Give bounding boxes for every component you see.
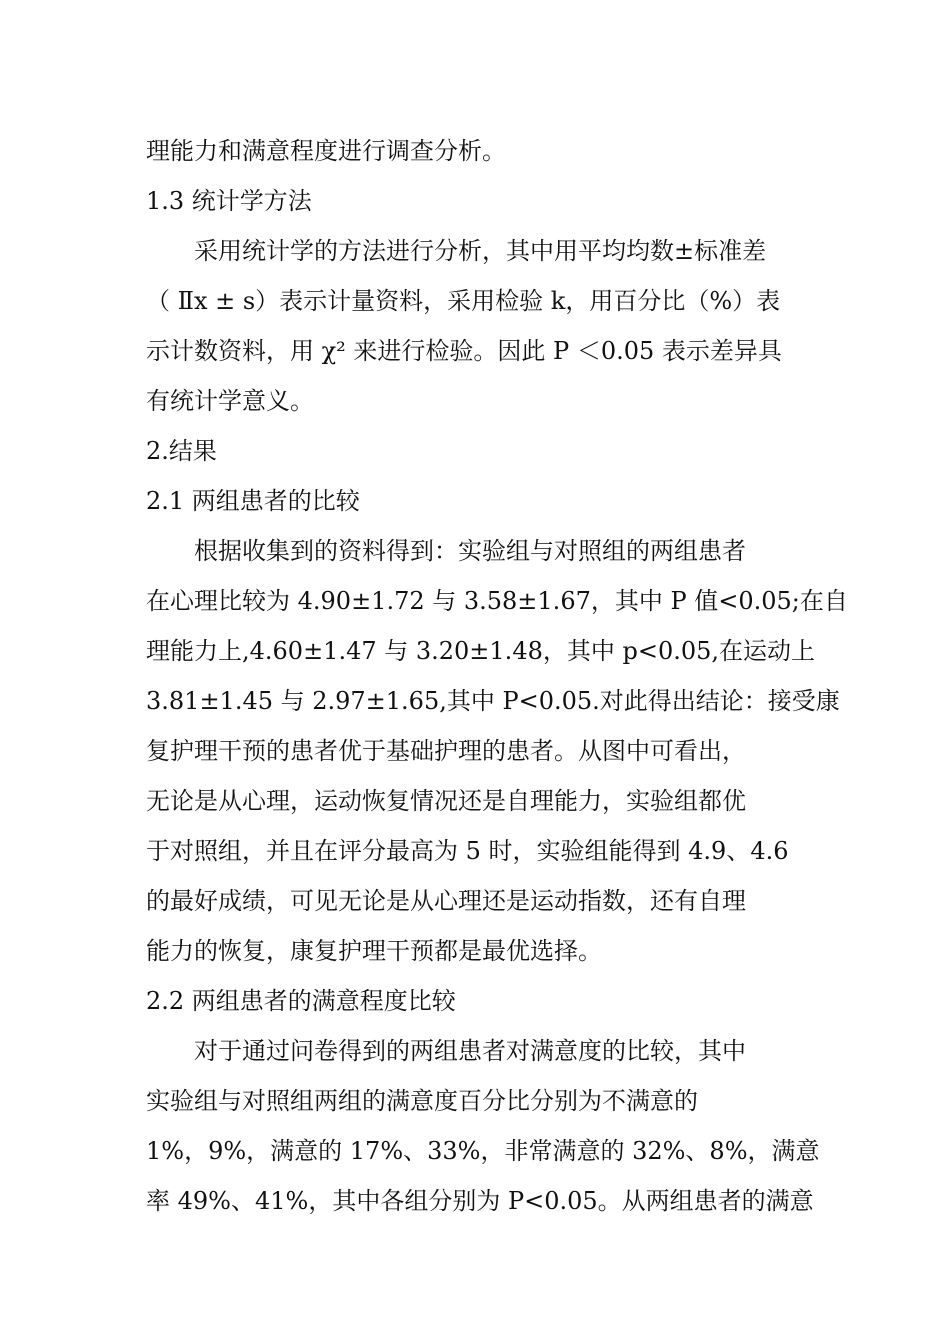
paragraph-line: 实验组与对照组两组的满意度百分比分别为不满意的 — [146, 1087, 698, 1115]
section-heading-2-1: 2.1 两组患者的比较 — [146, 487, 360, 515]
paragraph-line: 1%，9%，满意的 17%、33%，非常满意的 32%、8%，满意 — [146, 1137, 820, 1165]
paragraph-line: 复护理干预的患者优于基础护理的患者。从图中可看出， — [146, 737, 746, 765]
section-heading-2-2: 2.2 两组患者的满意程度比较 — [146, 987, 456, 1015]
paragraph-line: 率 49%、41%，其中各组分别为 P<0.05。从两组患者的满意 — [146, 1187, 814, 1215]
paragraph-line: 示计数资料，用 χ² 来进行检验。因此 P ＜0.05 表示差异具 — [146, 337, 782, 365]
paragraph-line: （ Ⅱx ± s）表示计量资料，采用检验 k，用百分比（%）表 — [146, 287, 781, 315]
paragraph-line: 在心理比较为 4.90±1.72 与 3.58±1.67，其中 P 值<0.05;在自 — [146, 587, 848, 615]
paragraph-line: 能力的恢复，康复护理干预都是最优选择。 — [146, 937, 602, 965]
paragraph-line: 于对照组，并且在评分最高为 5 时，实验组能得到 4.9、4.6 — [146, 837, 789, 865]
paragraph-line: 无论是从心理，运动恢复情况还是自理能力，实验组都优 — [146, 787, 746, 815]
paragraph-line: 的最好成绩，可见无论是从心理还是运动指数，还有自理 — [146, 887, 746, 915]
section-heading-1-3: 1.3 统计学方法 — [146, 187, 312, 215]
paragraph-line: 理能力和满意程度进行调查分析。 — [146, 137, 506, 165]
paragraph-line: 理能力上,4.60±1.47 与 3.20±1.48，其中 p<0.05,在运动上 — [146, 637, 816, 665]
paragraph-line: 对于通过问卷得到的两组患者对满意度的比较，其中 — [194, 1037, 746, 1065]
paragraph-line: 采用统计学的方法进行分析，其中用平均均数±标准差 — [194, 237, 767, 265]
paragraph-line: 根据收集到的资料得到：实验组与对照组的两组患者 — [194, 537, 746, 565]
section-heading-2: 2.结果 — [146, 437, 217, 465]
paragraph-line: 有统计学意义。 — [146, 387, 314, 415]
paragraph-line: 3.81±1.45 与 2.97±1.65,其中 P<0.05.对此得出结论：接受康 — [146, 687, 840, 715]
